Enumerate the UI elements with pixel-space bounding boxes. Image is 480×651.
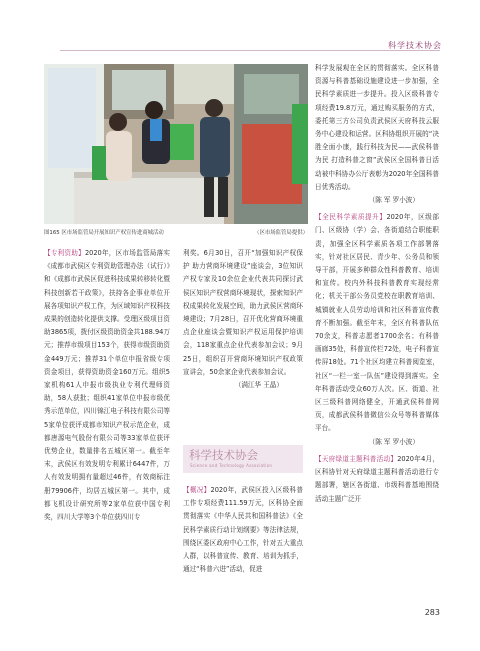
author-signature: （陈 军 罗小波）: [368, 196, 419, 205]
section-tag: 【全民科学素质提升】: [315, 213, 387, 222]
middle-column-lower: [183, 484, 303, 576]
paragraph-text: 2020年，武侯区投入区级科普工作专项经费111.59万元，区科协全面贯彻落实《中华人民共和国科普法》《全民科学素质行动计划纲要》等法律法规，围绕区委区政府中心工作，针对五大重点人群，以科普宣传、教育、培训为抓手，通过“科普六进”活动，促进: [183, 486, 304, 574]
paragraph-continuation: 利奖。6月30日，召开“加强知识产权保护 助力营商环境建设”座谈会，3位知识产权专家及10余位企业代表共同探讨武侯区知识产权营商环境现状，探索知识产权成果转化发展空间，助力武侯区营商环境建设；7月28日，召开优化营商环境重点企业座谈会暨知识产权运用保护培训会，118家重点企业代表参加会议；9月25日，组织召开营商环境知识产权政策宣讲会，50余家企业代表参加会议。: [183, 249, 303, 376]
page-number: 283: [424, 608, 440, 617]
header-rule: [60, 50, 440, 51]
left-column: [44, 247, 170, 524]
running-header-title: 科学技术协会: [388, 41, 442, 50]
section-banner-subtitle: Science and Technology Association: [190, 463, 273, 468]
author-signature: （满江华 王晶）: [234, 381, 283, 390]
author-signature: （陈 军 罗小波）: [368, 437, 419, 446]
section-tag: 【天府绿道主题科普活动】: [315, 454, 398, 463]
paragraph-overview: [183, 484, 303, 576]
paragraph-greenway-activity: [315, 453, 439, 506]
section-banner-title: 科学技术协会: [189, 448, 258, 462]
paragraph-text: 2020年4月，区科协针对天府绿道主题科普活动进行专题部署，辖区各街道、市级科普基地围绕活动主题广泛开: [315, 454, 440, 503]
right-column: [315, 62, 439, 506]
paragraph-patent-funding: [44, 247, 170, 524]
caption-text: 图165 区市场监管局开展知识产权宣传进商城活动: [44, 230, 164, 236]
caption-credit: （区市场监管局提供）: [254, 230, 308, 236]
event-photo: [44, 64, 308, 224]
middle-column: [183, 247, 303, 392]
paragraph-text: 2020年，区市场监管局落实《成都市武侯区专利资助管理办法（试行）》和《成都市武侯区促进科技成果转移转化暨科技创新若干政策》，扶持各企事业单位开展各项知识产权工作，为区域知识产权科技成果的创造转化提供支撑。受理区级项目资助3865项，拨付区级资助资金共188.94万元；推荐市级项目153个，获得市级资助资金449万元；推荐31个单位申报省级专项资金项目，获得资助资金160万元。组织5家机构61人申报市级执业专利代理师资助，58人获批；组织41家单位申报市级优秀示范单位，四川锦江电子科技有限公司等5家单位获评成都市知识产权示范企业，成都唐源电气股份有限公司等33家单位获评优势企业，数量排名五城区第一。截至年末，武侯区有效发明专利累计6447件，万人有效发明拥有量超过46件，有效商标注册79906件，均居五城区第一。其中，成都飞机设计研究所等2家单位获中国专利奖，四川大学等3个单位获四川专: [44, 249, 171, 522]
photo-illustration: [44, 64, 308, 224]
section-tag: 【专利资助】: [44, 249, 85, 257]
paragraph-text: 2020年，区级部门、区级协（学）会、各街道结合职能职责，加强全区科学素质各项工作部署落实，针对社区居民、青少年、公务员和领导干部，开展多种群众性科普教育、培训和宣传。校内外科技科普教育实现经常化；机关干部公务员党校在职教育培训、城镇就业人员劳动培训和社区科普宣传教育不断加强。截至年末，全区有科普队伍70余支，科普志愿者1700余名；有科普画廊35处，科普宣传栏72处，电子科普宣传屏18处。71个社区均建立科普阅览室，社区“一栏一室一队伍”建设得到落实。全年科普活动受众60万人次。区、街道、社区三级科普网络健全，开通武侯科普网页，成都武侯科普微信公众号等科普媒体平台。: [315, 213, 440, 433]
paragraph-science-literacy: [315, 211, 439, 435]
section-banner: [183, 445, 303, 473]
paragraph-continuation: 科学发展观在全区的贯彻落实。全区科普资源与科普基础设施建设进一步加强，全民科学素质进一步提升。投入区级科普专项经费19.8万元，通过购买服务的方式，委托第三方公司负责武侯区天府科技云服务中心建设和运营。区科协组织开展的“决胜全面小康，践行科技为民——武侯科普为民 打造科普之窗”武侯区全国科普日活动被中科协办公厅表彰为2020年全国科普日优秀活动。: [315, 64, 439, 191]
section-tag: 【概况】: [183, 486, 211, 494]
